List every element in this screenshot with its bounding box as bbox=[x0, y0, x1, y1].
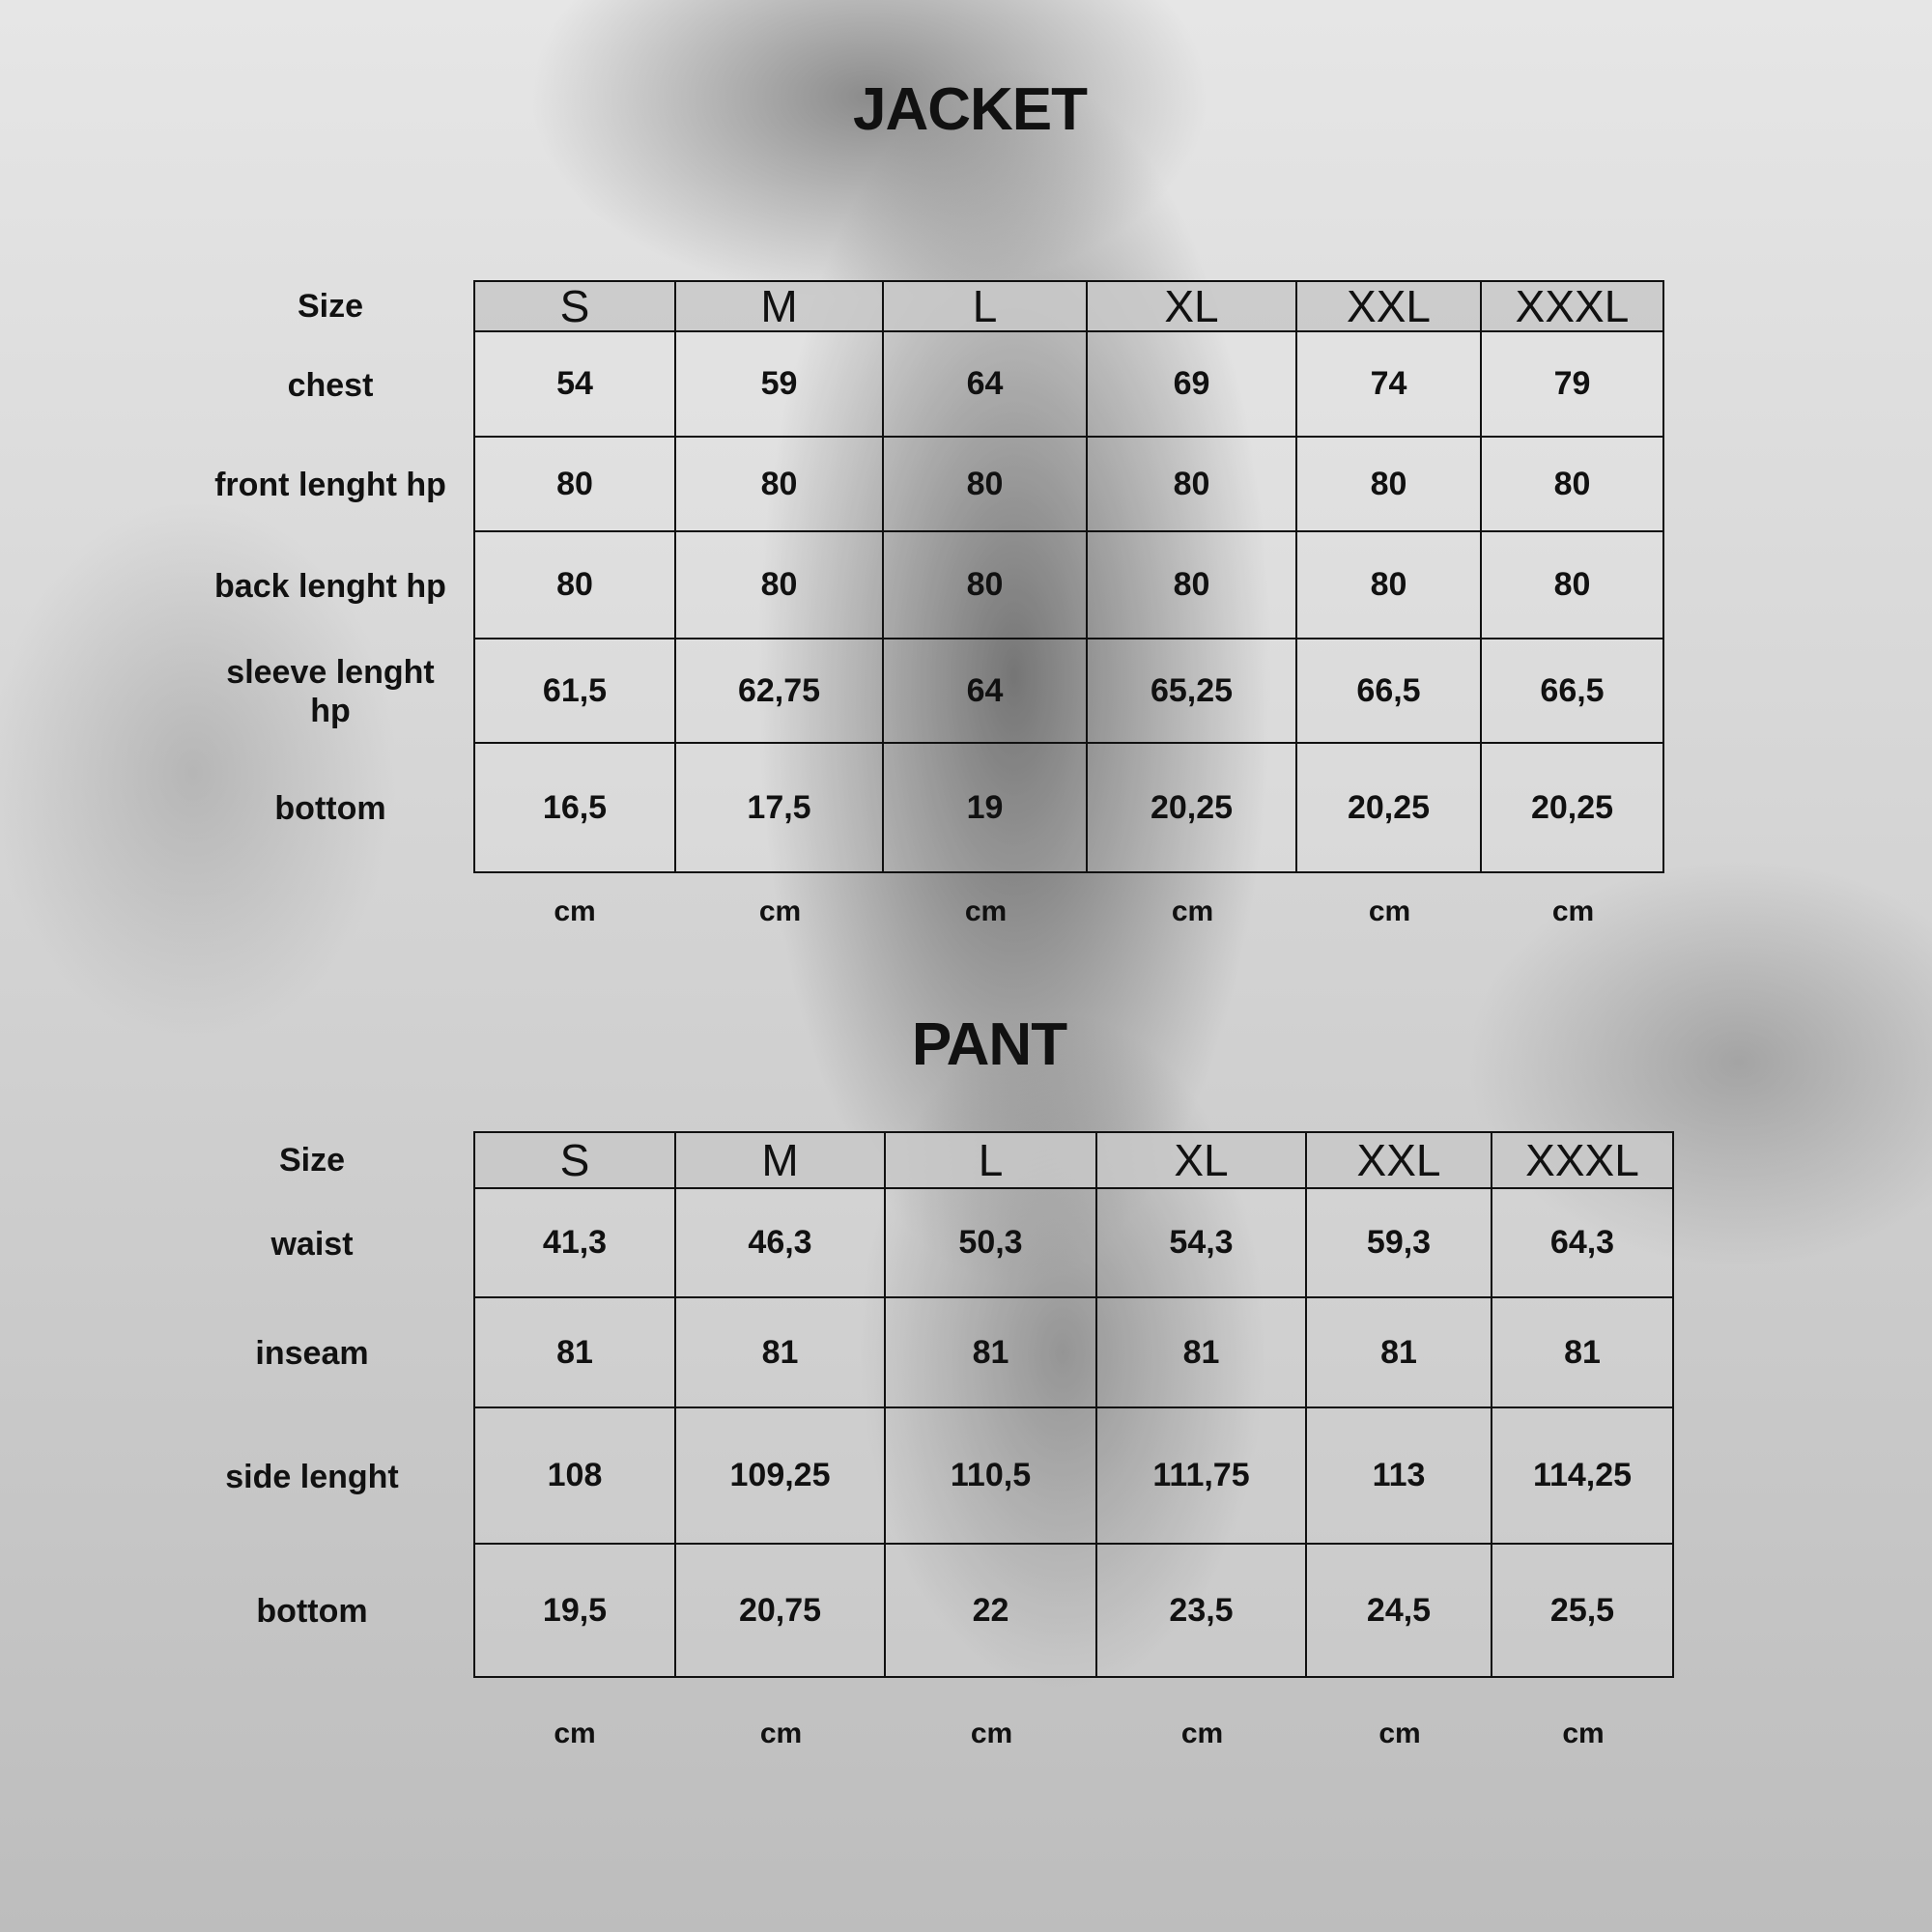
table-cell: 80 bbox=[1482, 438, 1664, 532]
size-header-l: L bbox=[886, 1131, 1097, 1189]
table-cell: 66,5 bbox=[1297, 639, 1482, 744]
row-label: waist bbox=[270, 1225, 354, 1263]
row-label: bottom bbox=[256, 1593, 368, 1630]
table-cell: 20,75 bbox=[676, 1545, 886, 1678]
table-cell: 66,5 bbox=[1482, 639, 1664, 744]
table-cell: 80 bbox=[473, 438, 676, 532]
table-cell: 41,3 bbox=[473, 1189, 676, 1298]
table-cell: 64 bbox=[884, 332, 1088, 438]
unit-label: cm bbox=[758, 895, 802, 927]
table-cell: 19,5 bbox=[473, 1545, 676, 1678]
table-cell: 74 bbox=[1297, 332, 1482, 438]
unit-label: cm bbox=[964, 895, 1008, 927]
unit-label: cm bbox=[1378, 1718, 1421, 1749]
table-cell: 59 bbox=[676, 332, 884, 438]
size-header-s: S bbox=[473, 1131, 676, 1189]
table-cell: 80 bbox=[676, 532, 884, 639]
unit-label: cm bbox=[1171, 895, 1214, 927]
size-header-xxxl: XXXL bbox=[1492, 1131, 1674, 1189]
size-header-xxxl: XXXL bbox=[1482, 280, 1664, 332]
table-cell: 23,5 bbox=[1097, 1545, 1307, 1678]
size-header-m: M bbox=[676, 280, 884, 332]
unit-label: cm bbox=[1562, 1718, 1605, 1749]
table-cell: 59,3 bbox=[1307, 1189, 1492, 1298]
table-cell: 113 bbox=[1307, 1408, 1492, 1545]
table-cell: 81 bbox=[1307, 1298, 1492, 1408]
unit-label: cm bbox=[1180, 1718, 1224, 1749]
table-cell: 80 bbox=[676, 438, 884, 532]
table-cell: 80 bbox=[884, 438, 1088, 532]
unit-label: cm bbox=[554, 1718, 596, 1749]
table-cell: 54,3 bbox=[1097, 1189, 1307, 1298]
table-cell: 22 bbox=[886, 1545, 1097, 1678]
table-cell: 50,3 bbox=[886, 1189, 1097, 1298]
table-cell: 109,25 bbox=[676, 1408, 886, 1545]
table-cell: 65,25 bbox=[1088, 639, 1297, 744]
pant-title: PANT bbox=[911, 1011, 1067, 1078]
unit-label: cm bbox=[970, 1718, 1013, 1749]
table-cell: 81 bbox=[1492, 1298, 1674, 1408]
row-label: front lenght hp bbox=[214, 467, 446, 503]
size-header-m: M bbox=[676, 1131, 886, 1189]
table-cell: 81 bbox=[1097, 1298, 1307, 1408]
table-cell: 80 bbox=[1088, 532, 1297, 639]
table-cell: 110,5 bbox=[886, 1408, 1097, 1545]
table-cell: 114,25 bbox=[1492, 1408, 1674, 1545]
table-cell: 25,5 bbox=[1492, 1545, 1674, 1678]
table-cell: 64 bbox=[884, 639, 1088, 744]
row-label: side lenght bbox=[225, 1458, 399, 1495]
table-cell: 20,25 bbox=[1482, 744, 1664, 873]
table-cell: 20,25 bbox=[1088, 744, 1297, 873]
table-cell: 81 bbox=[886, 1298, 1097, 1408]
size-header-xl: XL bbox=[1097, 1131, 1307, 1189]
jacket-title: JACKET bbox=[852, 76, 1088, 143]
table-cell: 80 bbox=[1088, 438, 1297, 532]
table-cell: 17,5 bbox=[676, 744, 884, 873]
size-header-xxl: XXL bbox=[1297, 280, 1482, 332]
table-cell: 54 bbox=[473, 332, 676, 438]
table-cell: 80 bbox=[473, 532, 676, 639]
table-cell: 80 bbox=[1482, 532, 1664, 639]
table-cell: 80 bbox=[884, 532, 1088, 639]
table-cell: 64,3 bbox=[1492, 1189, 1674, 1298]
table-cell: 80 bbox=[1297, 438, 1482, 532]
table-cell: 108 bbox=[473, 1408, 676, 1545]
size-header-s: S bbox=[473, 280, 676, 332]
unit-label: cm bbox=[1551, 895, 1595, 927]
table-cell: 61,5 bbox=[473, 639, 676, 744]
row-label: bottom bbox=[274, 790, 386, 827]
table-cell: 19 bbox=[884, 744, 1088, 873]
table-cell: 62,75 bbox=[676, 639, 884, 744]
table-cell: 46,3 bbox=[676, 1189, 886, 1298]
row-label: back lenght hp bbox=[214, 567, 446, 605]
table-cell: 24,5 bbox=[1307, 1545, 1492, 1678]
row-label: chest bbox=[287, 366, 374, 404]
unit-label: cm bbox=[1368, 895, 1411, 927]
table-cell: 20,25 bbox=[1297, 744, 1482, 873]
size-header-l: L bbox=[884, 280, 1088, 332]
size-header-xl: XL bbox=[1088, 280, 1297, 332]
table-cell: 80 bbox=[1297, 532, 1482, 639]
size-label: Size bbox=[297, 288, 364, 325]
size-label: Size bbox=[278, 1142, 346, 1179]
table-cell: 81 bbox=[473, 1298, 676, 1408]
table-cell: 69 bbox=[1088, 332, 1297, 438]
unit-label: cm bbox=[554, 895, 596, 927]
size-header-xxl: XXL bbox=[1307, 1131, 1492, 1189]
row-label: sleeve lenght hp bbox=[226, 654, 435, 729]
table-cell: 16,5 bbox=[473, 744, 676, 873]
table-cell: 81 bbox=[676, 1298, 886, 1408]
table-cell: 111,75 bbox=[1097, 1408, 1307, 1545]
unit-label: cm bbox=[759, 1718, 803, 1749]
table-cell: 79 bbox=[1482, 332, 1664, 438]
row-label: inseam bbox=[255, 1335, 369, 1372]
